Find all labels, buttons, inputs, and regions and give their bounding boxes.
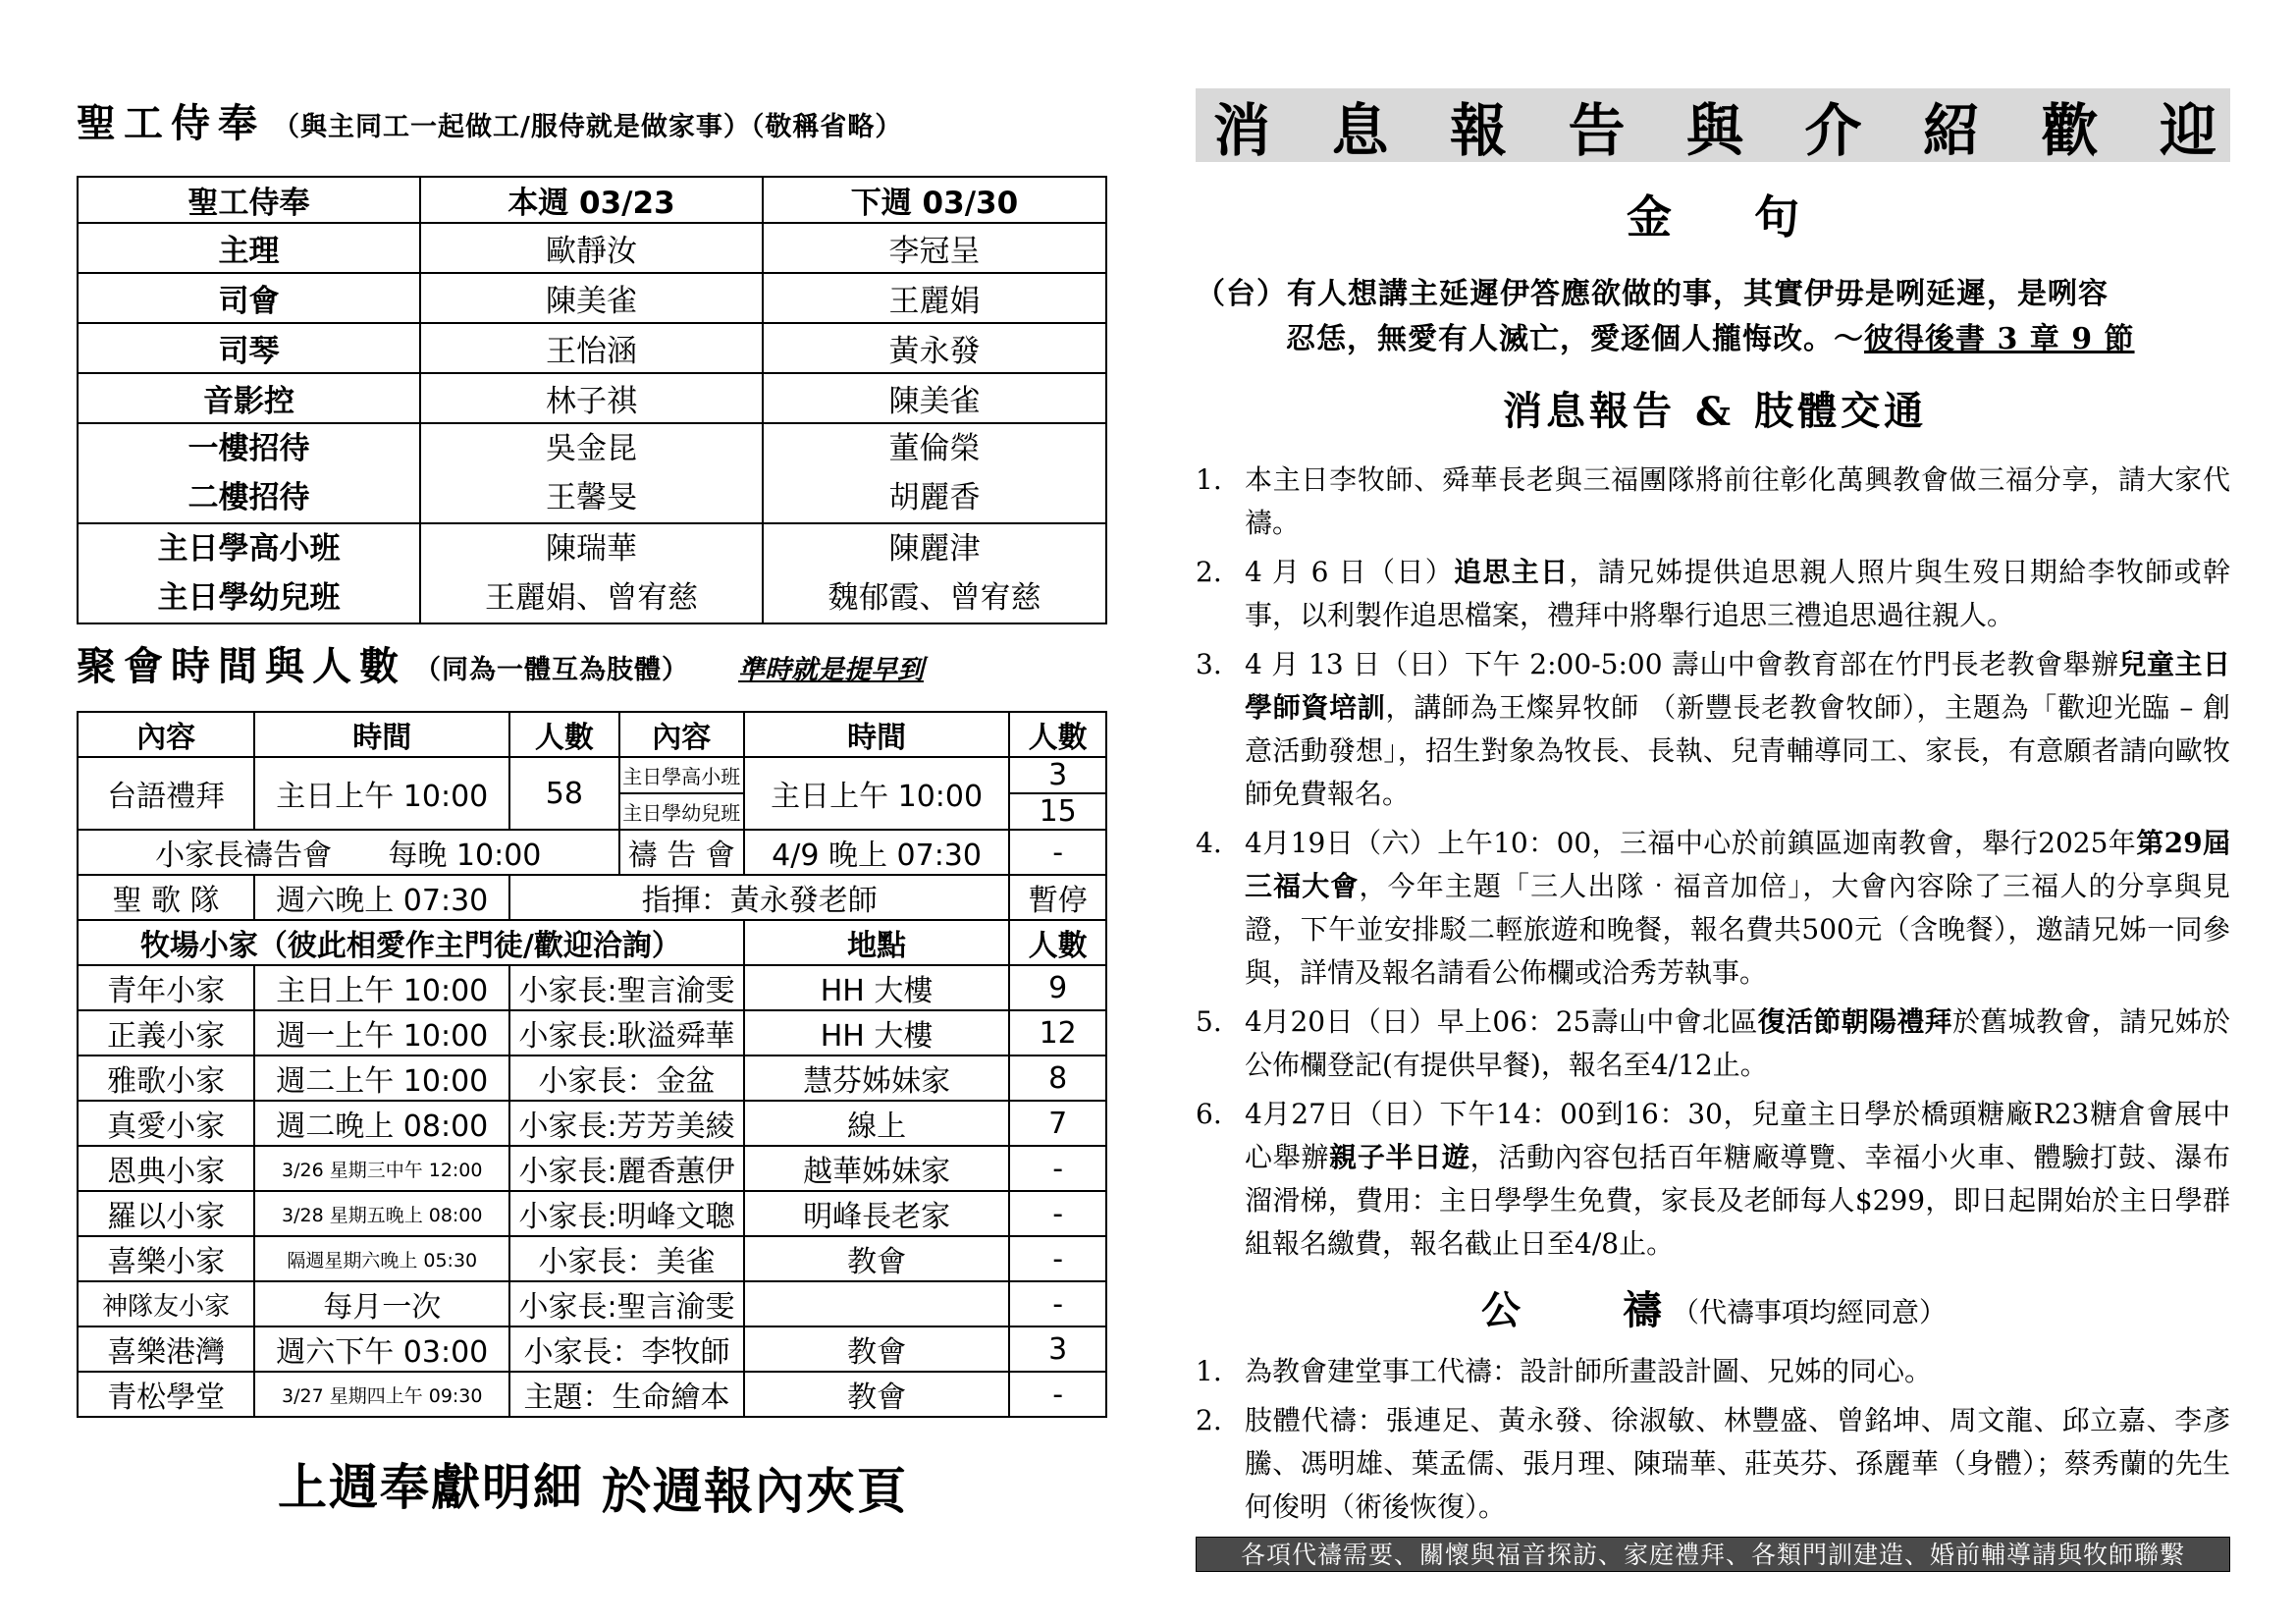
- item-text: 4月19日（六）上午10：00，三福中心於前鎮區迦南教會，舉行2025年: [1245, 827, 2137, 859]
- list-item: [1196, 1350, 2230, 1393]
- role-line: 一樓招待: [187, 431, 310, 466]
- next-week-cell: 黃永發: [763, 323, 1106, 373]
- col-header: 內容: [619, 712, 744, 757]
- group-leader: 小家長:麗香蕙伊: [509, 1146, 744, 1191]
- item-number: 3.: [1196, 648, 1222, 680]
- item-highlight: 追思主日: [1454, 556, 1570, 588]
- name-line: 吳金昆: [545, 431, 637, 466]
- list-item: [1196, 822, 2230, 995]
- item-number: 4.: [1196, 827, 1222, 859]
- prayer-list: [1196, 1350, 2230, 1529]
- role-line: 二樓招待: [187, 480, 310, 515]
- group-count: -: [1009, 1146, 1106, 1191]
- class-count: 15: [1009, 793, 1106, 830]
- item-number: 5.: [1196, 1005, 1222, 1038]
- group-place: 線上: [744, 1101, 1009, 1146]
- meeting-name: 聖 歌 隊: [78, 875, 254, 920]
- title-char: 獻: [431, 1458, 480, 1516]
- this-week-cell: 王怡涵: [420, 323, 763, 373]
- prayer-meeting-cell: [78, 830, 619, 875]
- role-cell: 音影控: [78, 373, 420, 423]
- group-place: 慧芬姊妹家: [744, 1056, 1009, 1101]
- group-time: 週六下午 03:00: [254, 1326, 509, 1372]
- role-cell: 司會: [78, 273, 420, 323]
- meeting-time: 週六晚上 07:30: [254, 875, 509, 920]
- meeting-time: 每晚 10:00: [388, 839, 542, 873]
- group-time: 3/26 星期三中午 12:00: [254, 1146, 509, 1191]
- title-char: 奉: [380, 1458, 429, 1516]
- item-number: 2.: [1196, 556, 1222, 588]
- group-name: 正義小家: [78, 1010, 254, 1056]
- name-line: 王馨旻: [545, 480, 637, 515]
- group-time: 每月一次: [254, 1281, 509, 1326]
- title-char: 侍: [171, 100, 210, 146]
- group-name: 喜樂小家: [78, 1236, 254, 1281]
- list-item: [1196, 459, 2230, 545]
- col-header: 本週 03/23: [420, 177, 763, 223]
- title-char: 告: [1630, 386, 1674, 437]
- this-week-cell: [420, 423, 763, 523]
- group-count: 8: [1009, 1056, 1106, 1101]
- item-highlight: 復活節朝陽禮拜: [1757, 1005, 1952, 1038]
- class-name: 主日學幼兒班: [619, 793, 744, 830]
- next-week-cell: 陳美雀: [763, 373, 1106, 423]
- title-char: 奉: [218, 100, 257, 146]
- name-line: 魏郁霞、曾宥慈: [828, 580, 1041, 616]
- service-section-title: [77, 93, 1109, 154]
- group-row: [78, 1101, 1106, 1146]
- meeting-time: 主日上午 10:00: [254, 757, 509, 830]
- title-char: 公: [1479, 1285, 1522, 1336]
- group-time: 3/28 星期五晚上 08:00: [254, 1191, 509, 1236]
- left-page: [77, 93, 1109, 1532]
- table-row: [78, 373, 1106, 423]
- group-place: 教會: [744, 1236, 1009, 1281]
- col-header: 時間: [254, 712, 509, 757]
- item-text: ，今年主題「三人出隊‧福音加倍」，大會內容除了三福人的分享與見證，下午並安排駁二輕旅遊和晚餐，報名費共500元（含晚餐），邀請兄姊一同參與，詳情及報名請看公佈欄或洽秀芳執事。: [1245, 870, 2230, 989]
- title-char: 體: [1795, 386, 1839, 437]
- group-name: 青松學堂: [78, 1372, 254, 1417]
- col-header: 內容: [78, 712, 254, 757]
- item-number: 1.: [1196, 1355, 1222, 1387]
- meeting-time: 4/9 晚上 07:30: [744, 830, 1009, 875]
- role-cell: [78, 423, 420, 523]
- group-name: 雅歌小家: [78, 1056, 254, 1101]
- group-time: 主日上午 10:00: [254, 965, 509, 1010]
- group-place: HH 大樓: [744, 1010, 1009, 1056]
- next-week-cell: 李冠呈: [763, 223, 1106, 273]
- title-char: 金: [1627, 190, 1672, 244]
- group-count: -: [1009, 1191, 1106, 1236]
- item-text: ，活動內容包括百年糖廠導覽、幸福小火車、體驗打鼓、瀑布溜滑梯，費用：主日學學生免費，家長及老師每人$299，即日起開始於主日學群組報名繳費，報名截止日至4/8止。: [1245, 1141, 2230, 1260]
- title-char: 會: [124, 643, 163, 689]
- banner-char: 報: [1449, 96, 1507, 164]
- banner-char: 紹: [1922, 96, 1980, 164]
- item-number: 6.: [1196, 1098, 1222, 1130]
- this-week-cell: [420, 523, 763, 623]
- title-char: 明: [482, 1458, 531, 1516]
- table-row: [78, 830, 1106, 875]
- group-name: 青年小家: [78, 965, 254, 1010]
- title-char: 句: [1754, 190, 1799, 244]
- list-item: [1196, 643, 2230, 816]
- banner-char: 介: [1804, 96, 1862, 164]
- name-line: 王麗娟、曾宥慈: [484, 580, 698, 616]
- title-char: 工: [124, 100, 163, 146]
- title-char: 數: [359, 643, 399, 689]
- group-time: 隔週星期六晚上 05:30: [254, 1236, 509, 1281]
- banner-char: 告: [1568, 96, 1626, 164]
- name-line: 陳瑞華: [545, 531, 637, 567]
- table-row: [78, 273, 1106, 323]
- group-time: 週二晚上 08:00: [254, 1101, 509, 1146]
- title-char: 通: [1882, 386, 1925, 437]
- item-text: 於舊城教會，請兄姊於公佈欄登記(有提供早餐)，報名至4/12止。: [1245, 1005, 2230, 1081]
- group-row: [78, 965, 1106, 1010]
- banner-char: 歡: [2041, 96, 2099, 164]
- table-row: [78, 757, 1106, 793]
- group-place: 越華姊妹家: [744, 1146, 1009, 1191]
- group-row: [78, 1326, 1106, 1372]
- service-table: [77, 176, 1107, 624]
- group-count: -: [1009, 1281, 1106, 1326]
- item-highlight: 親子半日遊: [1329, 1141, 1470, 1173]
- meeting-name: 台語禮拜: [78, 757, 254, 830]
- offering-rest: 於週報內夾頁: [602, 1462, 908, 1520]
- title-char: 時: [171, 643, 210, 689]
- group-leader: 小家長：李牧師: [509, 1326, 744, 1372]
- item-text: 4 月 6 日（日）: [1245, 556, 1455, 588]
- group-name: 羅以小家: [78, 1191, 254, 1236]
- verse-reference: 彼得後書 3 章 9 節: [1864, 322, 2135, 356]
- prayer-subtitle: （代禱事項均經同意）: [1671, 1296, 1947, 1328]
- this-week-cell: 林子祺: [420, 373, 763, 423]
- group-leader: 小家長:聖言渝雯: [509, 965, 744, 1010]
- meetings-section-title: [77, 636, 1109, 697]
- col-header: 牧場小家（彼此相愛作主門徒/歡迎洽詢）: [78, 920, 744, 965]
- page-title-banner: [1196, 88, 2230, 162]
- prayer-section-title: [1196, 1279, 2230, 1342]
- group-time: 週二上午 10:00: [254, 1056, 509, 1101]
- title-char: 間: [218, 643, 257, 689]
- offering-notice: [77, 1443, 1109, 1532]
- col-header: 人數: [1009, 920, 1106, 965]
- group-leader: 小家長：金盆: [509, 1056, 744, 1101]
- next-week-cell: [763, 423, 1106, 523]
- item-text: 4月20日（日）早上06：25壽山中會北區: [1245, 1005, 1758, 1038]
- class-time: 主日上午 10:00: [744, 757, 1009, 830]
- list-item: [1196, 1001, 2230, 1087]
- meeting-status: 暫停: [1009, 875, 1106, 920]
- this-week-cell: 陳美雀: [420, 273, 763, 323]
- list-item: [1196, 1093, 2230, 1266]
- service-subtitle: （與主同工一起做工/服侍就是做家事）（敬稱省略）: [273, 111, 903, 142]
- golden-verse: [1196, 272, 2230, 362]
- banner-char: 與: [1685, 96, 1743, 164]
- group-time: 3/27 星期四上午 09:30: [254, 1372, 509, 1417]
- table-row: [78, 875, 1106, 920]
- group-leader: 小家長：美雀: [509, 1236, 744, 1281]
- title-char: 細: [533, 1458, 582, 1516]
- group-row: [78, 1372, 1106, 1417]
- title-char: 息: [1544, 386, 1587, 437]
- title-char: 上: [278, 1458, 327, 1516]
- group-name: 恩典小家: [78, 1146, 254, 1191]
- group-leader: 小家長:耿溢舜華: [509, 1010, 744, 1056]
- title-char: 聚: [77, 643, 116, 689]
- banner-char: 迎: [2159, 96, 2216, 164]
- table-row: [78, 223, 1106, 273]
- title-char: 人: [312, 643, 351, 689]
- banner-char: 消: [1212, 96, 1270, 164]
- list-item: [1196, 1399, 2230, 1529]
- col-header: 下週 03/30: [763, 177, 1106, 223]
- item-number: 1.: [1196, 463, 1222, 496]
- next-week-cell: 王麗娟: [763, 273, 1106, 323]
- next-week-cell: [763, 523, 1106, 623]
- meetings-note: 準時就是提早到: [738, 654, 924, 685]
- meetings-subtitle: （同為一體互為肢體）: [414, 654, 689, 685]
- item-text: ，講師為王燦昇牧師 （新豐長老教會牧師），主題為「歡迎光臨 – 創意活動發想」，招生對象為牧長、長執、兒青輔導同工、家長，有意願者請向歐牧師免費報名。: [1245, 691, 2230, 810]
- group-row: [78, 1236, 1106, 1281]
- group-leader: 小家長:聖言渝雯: [509, 1281, 744, 1326]
- ampersand: &: [1694, 388, 1732, 435]
- group-row: [78, 1056, 1106, 1101]
- group-time: 週一上午 10:00: [254, 1010, 509, 1056]
- item-text: 肢體代禱：張連足、黃永發、徐淑敏、林豐盛、曾銘坤、周文龍、邱立嘉、李彥騰、馮明雄、葉孟儒、張月理、陳瑞華、莊英芬、孫麗華（身體）；蔡秀蘭的先生何俊明（術後恢復）。: [1245, 1404, 2230, 1523]
- group-row: [78, 1146, 1106, 1191]
- meeting-count: -: [1009, 830, 1106, 875]
- item-highlight: 第29屆三福大會: [1245, 827, 2231, 902]
- group-count: 12: [1009, 1010, 1106, 1056]
- col-header: 地點: [744, 920, 1009, 965]
- col-header: 人數: [509, 712, 618, 757]
- group-name: 真愛小家: [78, 1101, 254, 1146]
- verse-line: [1196, 317, 2230, 362]
- item-highlight: 兒童主日學師資培訓: [1245, 648, 2230, 724]
- item-text: 本主日李牧師、舜華長老與三福團隊將前往彰化萬興教會做三福分享，請大家代禱。: [1245, 463, 2230, 539]
- news-list: [1196, 459, 2230, 1266]
- class-name: 主日學高小班: [619, 757, 744, 793]
- col-header: 聖工侍奉: [78, 177, 420, 223]
- group-count: 7: [1009, 1101, 1106, 1146]
- group-count: 9: [1009, 965, 1106, 1010]
- name-line: 陳麗津: [888, 531, 981, 567]
- table-row: [78, 523, 1106, 623]
- title-char: 聖: [77, 100, 116, 146]
- this-week-cell: 歐靜汝: [420, 223, 763, 273]
- verse-text: 忍恁，無愛有人滅亡，愛逐個人攏悔改。～: [1286, 322, 1864, 356]
- title-char: 消: [1501, 386, 1544, 437]
- title-char: 與: [265, 643, 304, 689]
- title-char: 週: [329, 1458, 378, 1516]
- group-name: 喜樂港灣: [78, 1326, 254, 1372]
- role-cell: 主理: [78, 223, 420, 273]
- group-count: -: [1009, 1236, 1106, 1281]
- group-row: [78, 1010, 1106, 1056]
- group-place: HH 大樓: [744, 965, 1009, 1010]
- item-text: 為教會建堂事工代禱：設計師所畫設計圖、兄姊的同心。: [1245, 1355, 1933, 1387]
- title-char: 交: [1839, 386, 1882, 437]
- role-cell: 司琴: [78, 323, 420, 373]
- col-header: 時間: [744, 712, 1009, 757]
- meetings-table: [77, 711, 1107, 1418]
- group-count: 3: [1009, 1326, 1106, 1372]
- role-cell: [78, 523, 420, 623]
- item-text: 4 月 13 日（日）下午 2:00-5:00 壽山中會教育部在竹門長老教會舉辦: [1245, 648, 2119, 680]
- class-count: 3: [1009, 757, 1106, 793]
- role-line: 主日學高小班: [157, 531, 341, 567]
- group-leader: 主題：生命繪本: [509, 1372, 744, 1417]
- group-place: 明峰長老家: [744, 1191, 1009, 1236]
- list-item: [1196, 551, 2230, 637]
- footer-contact-bar: 各項代禱需要、關懷與福音探訪、家庭禮拜、各類門訓建造、婚前輔導請與牧師聯繫: [1196, 1537, 2230, 1572]
- title-char: 禱: [1621, 1285, 1664, 1336]
- group-place: 教會: [744, 1372, 1009, 1417]
- group-count: -: [1009, 1372, 1106, 1417]
- group-leader: 小家長:明峰文聰: [509, 1191, 744, 1236]
- item-text: 4月27日（日）下午14：00到16：30，兒童主日學於橋頭糖廠R23糖倉會展中心舉辦: [1245, 1098, 2230, 1173]
- right-page: [1196, 88, 2230, 1572]
- group-place: [744, 1281, 1009, 1326]
- role-line: 主日學幼兒班: [157, 580, 341, 616]
- item-text: ，請兄姊提供追思親人照片與生歿日期給李牧師或幹事，以利製作追思檔案，禮拜中將舉行追思三禮追思過往親人。: [1245, 556, 2230, 631]
- title-char: 肢: [1752, 386, 1795, 437]
- col-header: 人數: [1009, 712, 1106, 757]
- group-name: 神隊友小家: [78, 1281, 254, 1326]
- table-row: [78, 323, 1106, 373]
- group-row: [78, 1281, 1106, 1326]
- name-line: 胡麗香: [888, 480, 981, 515]
- news-section-title: [1196, 380, 2230, 443]
- meeting-name: 小家長禱告會: [155, 839, 333, 873]
- group-leader: 小家長:芳芳美綾: [509, 1101, 744, 1146]
- conductor: 指揮：黃永發老師: [509, 875, 1009, 920]
- table-row: [78, 423, 1106, 523]
- meeting-name: 禱 告 會: [619, 830, 744, 875]
- item-number: 2.: [1196, 1404, 1222, 1436]
- meeting-count: 58: [509, 757, 618, 830]
- group-place: 教會: [744, 1326, 1009, 1372]
- banner-char: 息: [1331, 96, 1389, 164]
- golden-verse-title: [1196, 189, 2230, 252]
- group-row: [78, 1191, 1106, 1236]
- title-char: 報: [1587, 386, 1630, 437]
- verse-line: （台）有人想講主延遲伊答應欲做的事，其實伊毋是咧延遲，是咧容: [1196, 277, 2109, 311]
- name-line: 董倫榮: [888, 431, 981, 466]
